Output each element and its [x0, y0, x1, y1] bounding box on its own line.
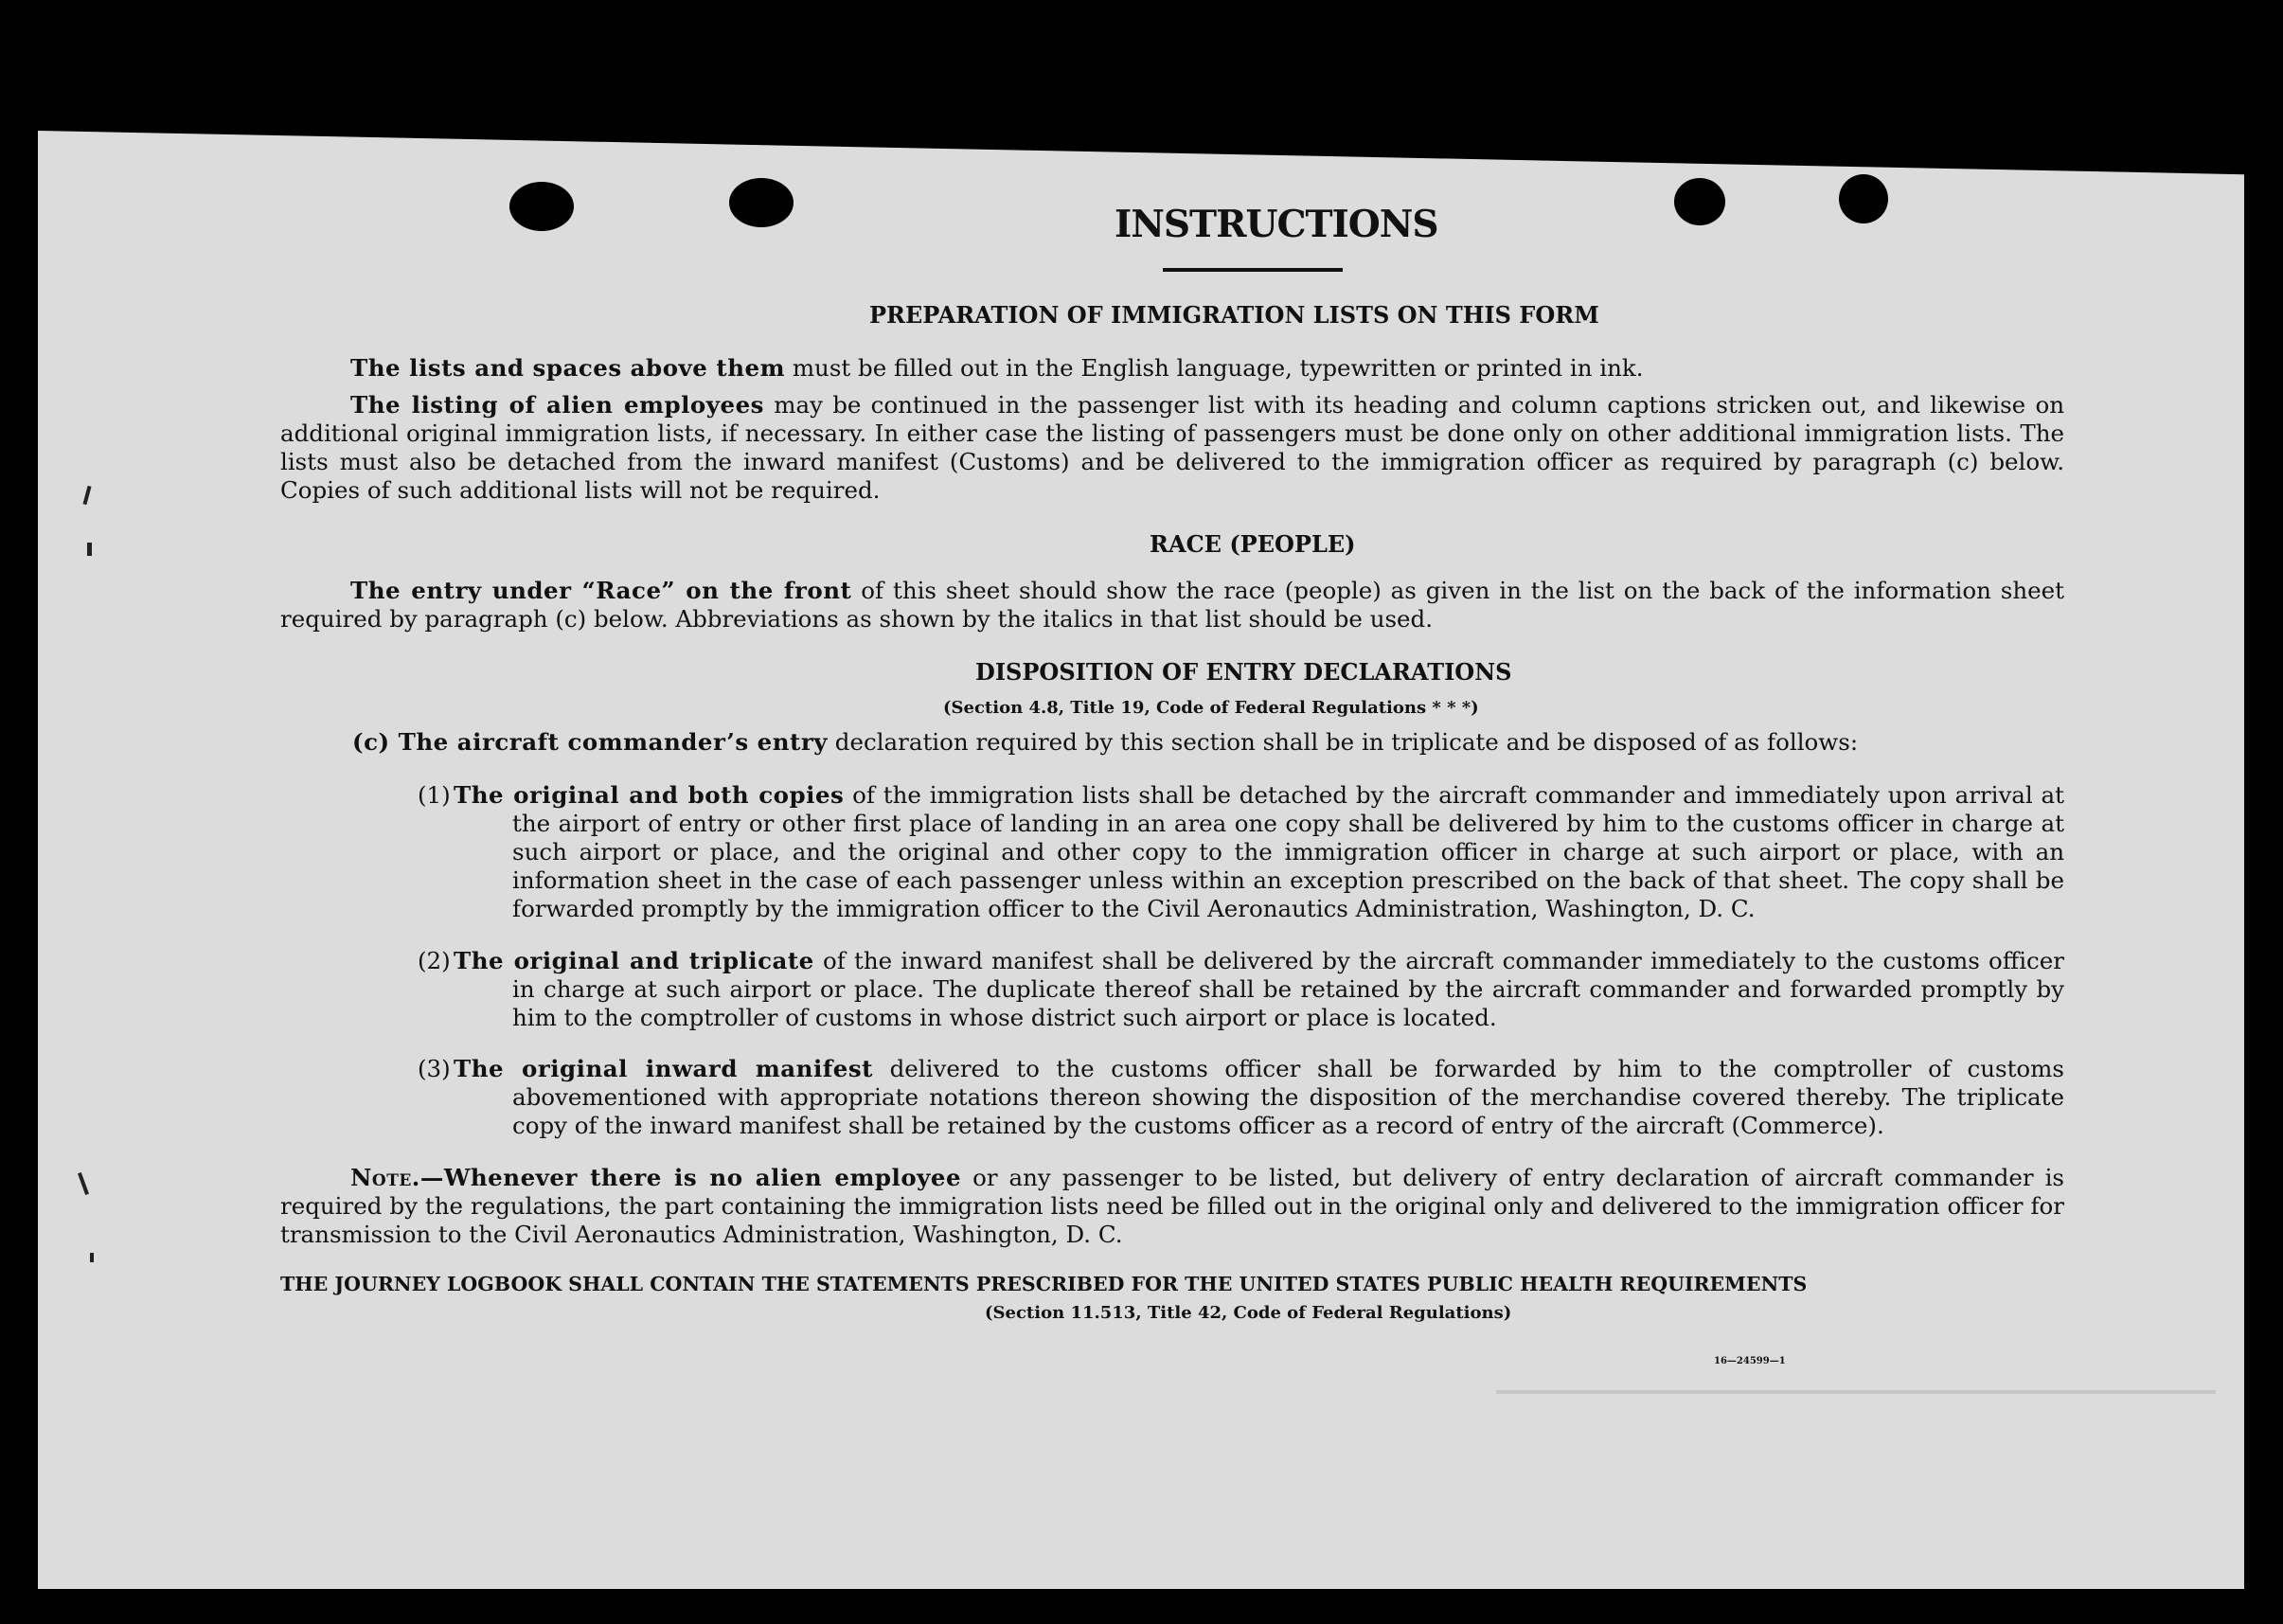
paragraph-lead: Whenever there is no alien employee — [443, 1164, 962, 1191]
paragraph-lead: (c) The aircraft commander’s entry — [352, 728, 828, 756]
paragraph-text: must be filled out in the English language, typewritten or printed in ink. — [785, 354, 1644, 382]
paragraph-lead: The original and both copies — [454, 781, 845, 809]
list-item-2 — [418, 947, 2064, 1032]
item-body — [454, 947, 2064, 1032]
note-dash: — — [419, 1164, 444, 1191]
paragraph-lists — [350, 354, 2064, 383]
citation: (Section 4.8, Title 19, Code of Federal Regulations * * *) — [943, 698, 1479, 718]
paragraph-text: or any passenger to be listed, but delivery of entry declaration of aircraft commander is required by the regulations, the part containing the immigration lists need be filled out in the original only and delivered to the immigration officer for transmission to the Civil Aeronautics Administration, Washington, D. C. — [280, 1164, 2064, 1248]
page-title: INSTRUCTIONS — [1115, 203, 1438, 246]
section-heading-preparation: PREPARATION OF IMMIGRATION LISTS ON THIS FORM — [869, 301, 1599, 329]
punch-hole — [1674, 178, 1725, 225]
item-body — [454, 781, 2064, 923]
paragraph-text: delivered to the customs officer shall be forwarded by him to the comptroller of customs abovementioned with appropriate notations thereon showing the disposition of the merchandise covered thereby. The triplicate copy of the inward manifest shall be retained by the customs officer as a record of entry of the aircraft (Commerce). — [512, 1055, 2064, 1139]
note-paragraph — [280, 1164, 2064, 1249]
punch-hole — [729, 178, 794, 227]
item-body — [454, 1055, 2064, 1140]
paragraph-text: of the inward manifest shall be delivered by the aircraft commander immediately to the customs officer in charge at such airport or place. The duplicate thereof shall be retained by the aircraft commander and forwarded promptly by him to the comptroller of customs in whose district such airport or place is located. — [512, 947, 2064, 1031]
paragraph-text: of this sheet should show the race (people) as given in the list on the back of the information sheet required by paragraph (c) below. Abbreviations as shown by the italics in that list should be used. — [280, 577, 2065, 633]
item-number: (3) — [418, 1055, 451, 1082]
punch-hole — [509, 182, 574, 231]
public-health-statement: THE JOURNEY LOGBOOK SHALL CONTAIN THE STATEMENTS PRESCRIBED FOR THE UNITED STATES PUBLIC HEALTH REQUIREMENTS — [280, 1273, 1808, 1295]
section-heading-disposition: DISPOSITION OF ENTRY DECLARATIONS — [975, 658, 1512, 686]
note-label: Note. — [350, 1164, 420, 1191]
item-number: (2) — [418, 947, 451, 974]
bleed-through-text — [1496, 1390, 2216, 1394]
paragraph-lead: The entry under “Race” on the front — [350, 577, 852, 604]
footer-citation: (Section 11.513, Title 42, Code of Federal Regulations) — [985, 1303, 1512, 1323]
scan-mark — [90, 1253, 94, 1262]
paragraph-text: may be continued in the passenger list with its heading and column captions stricken out, and likewise on additional original immigration lists, if necessary. In either case the listing of passengers must be done only on other additional immigration lists. The lists must also be detached from the inward manifest (Customs) and be delivered to the immigration officer as required by paragraph (c) below. Copies of such additional lists will not be required. — [280, 391, 2064, 504]
paragraph-text: declaration required by this section shall be in triplicate and be disposed of as follows: — [828, 728, 1859, 756]
paragraph-lead: The original inward manifest — [454, 1055, 873, 1082]
paragraph-race — [280, 577, 2064, 634]
scan-mark — [87, 543, 92, 556]
punch-hole — [1839, 174, 1888, 223]
list-item-3 — [418, 1055, 2064, 1140]
paragraph-lead: The original and triplicate — [454, 947, 814, 974]
paragraph-intro-c — [352, 728, 2064, 757]
scan-mark — [78, 1172, 89, 1195]
item-number: (1) — [418, 781, 451, 809]
scan-mark — [1721, 148, 1736, 164]
form-code: 16—24599—1 — [1714, 1356, 1786, 1366]
section-heading-race: RACE (PEOPLE) — [1150, 530, 1356, 558]
title-underline — [1163, 268, 1343, 272]
paragraph-text: of the immigration lists shall be detached by the aircraft commander and immediately upon arrival at the airport of entry or other first place of landing in an area one copy shall be delivered by him to the customs officer in charge at such airport or place, and the original and other copy to the immigration officer in charge at such airport or place, with an information sheet in the case of each passenger unless within an exception prescribed on the back of that sheet. The copy shall be forwarded promptly by the immigration officer to the Civil Aeronautics Administration, Washington, D. C. — [512, 781, 2064, 922]
scan-mark — [82, 486, 91, 505]
list-item-1 — [418, 781, 2064, 923]
paragraph-alien-employees — [280, 391, 2064, 505]
paragraph-lead: The lists and spaces above them — [350, 354, 786, 382]
paragraph-lead: The listing of alien employees — [350, 391, 764, 419]
